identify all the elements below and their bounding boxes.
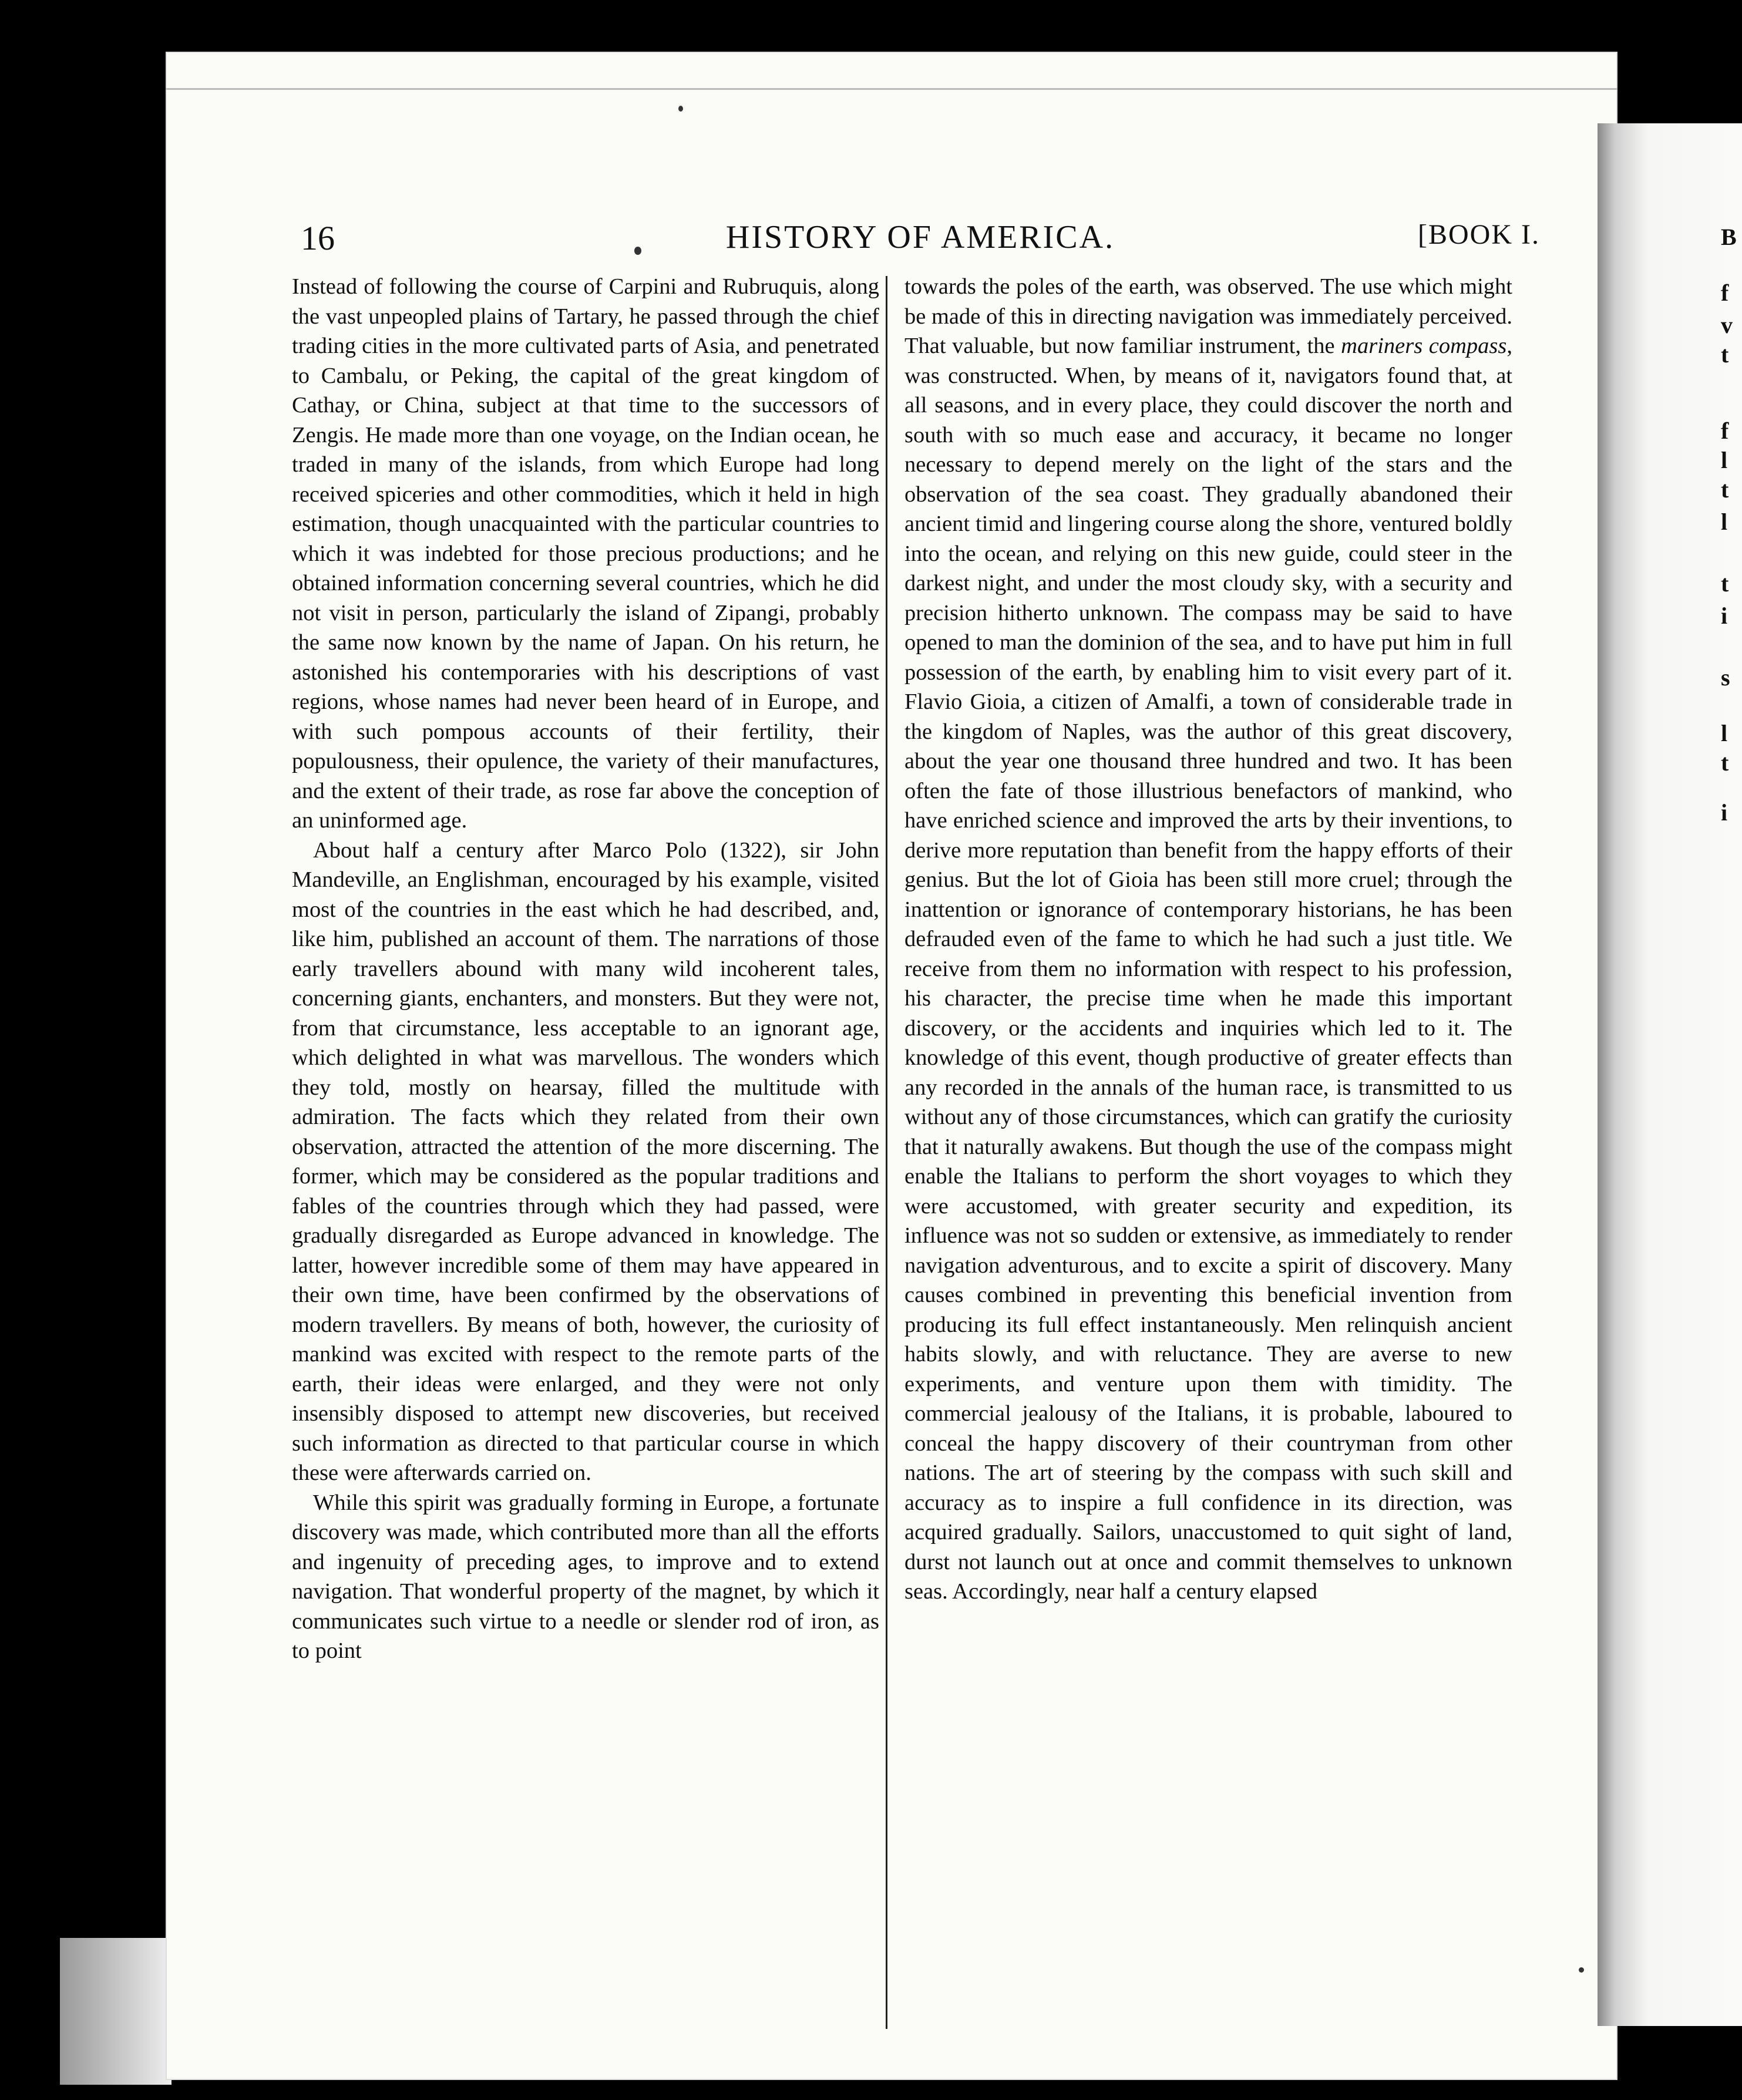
adjacent-fragment: f [1721,418,1729,444]
adjacent-fragment: l [1721,447,1728,473]
paragraph: While this spirit was gradually forming in Europe, a fortunate discovery was made, which contributed more than all the efforts and ingenuity of preceding ages, to improve and to extend navigation. That wonderful property of the magnet, by which it communicates such virtue to a needle or slender rod of iron, as to point [292,1490,879,1663]
print-speck [678,106,683,112]
adjacent-fragment: l [1721,720,1728,746]
print-speck [634,247,641,255]
adjacent-fragment: t [1721,570,1729,597]
adjacent-page [1598,123,1742,2026]
italic-term: mariners compass [1341,334,1507,358]
adjacent-fragment: l [1721,509,1728,535]
print-speck [1579,1967,1584,1973]
adjacent-fragment: i [1721,799,1728,826]
running-title: HISTORY OF AMERICA. [725,219,1115,255]
paragraph: About half a century after Marco Polo (1322), sir John Mandeville, an Englishman, encouraged by his example, visited most of the countries in the east which he had described, and, like him, published an account of them. The narrations of those early travellers abound with many wild incoherent tales, concerning giants, enchanters, and monsters. But they were not, from that circumstance, less acceptable to an ignorant age, which delighted in what was marvellous. The wonders which they told, mostly on hearsay, filled the multitude with admiration. The facts which they related from their own observation, attracted the attention of the more discerning. The former, which may be considered as the popular traditions and fables of the countries through which they had passed, were gradually disregarded as Europe advanced in knowledge. The latter, however incredible some of them may have appeared in their own time, have been confirmed by the observations of modern travellers. By means of both, however, the curiosity of mankind was excited with respect to the remote parts of the earth, their ideas were enlarged, and they were not only insensibly disposed to attempt new discoveries, but received such information as directed to that particular course in which these were afterwards carried on. [292,837,879,1485]
adjacent-fragment: f [1721,280,1729,306]
adjacent-fragment: s [1721,664,1730,691]
adjacent-fragment: t [1721,749,1729,776]
adjacent-fragment: v [1721,312,1733,338]
paragraph [904,272,1512,1607]
page-top-rule [166,88,1617,90]
paragraph-text: , was constructed. When, by means of it, navigators found that, at all seasons, and in every place, they could discover the north and south with so much ease and accuracy, it became no longer necessary to depend merely on the light of the stars and the observation of the sea coast. They gradually abandoned their ancient timid and lingering course along the shore, ventured boldly into the ocean, and relying on this new guide, could steer in the darkest night, and under the most cloudy sky, with a security and precision hitherto unknown. The compass may be said to have opened to man the dominion of the sea, and to have put him in full possession of the earth, by enabling him to visit every part of it. Flavio Gioia, a citizen of Amalfi, a town of considerable trade in the kingdom of Naples, was the author of this great discovery, about the year one thousand three hundred and two. It has been often the fate of those illustrious benefactors of mankind, who have enriched science and improved the arts by their inventions, to derive more reputation than benefit from the happy efforts of their genius. But the lot of Gioia has been still more cruel; through the inattention or ignorance of contemporary historians, he has been defrauded even of the fame to which he had such a just title. We receive from them no information with respect to his profession, his character, the precise time when he made this important discovery, or the accidents and inquiries which led to it. The knowledge of this event, though productive of greater effects than any recorded in the annals of the human race, is transmitted to us without any of those circumstances, which can gratify the curiosity that it naturally awakens. But though the use of the compass might enable the Italians to perform the short voyages to which they were accustomed, with greater security and expedition, its influence was not so sudden or extensive, as immediately to render navigation adventurous, and to excite a spirit of discovery. Many causes combined in preventing this beneficial invention from producing its full effect instantaneously. Men relinquish ancient habits slowly, and with reluctance. They are averse to new experiments, and venture upon them with timidity. The commercial jealousy of the Italians, it is probable, laboured to conceal the happy discovery of their countryman from other nations. The art of steering by the compass with such skill and accuracy as to inspire a full confidence in its direction, was acquired gradually. Sailors, unaccustomed to quit sight of land, durst not launch out at once and commit themselves to unknown seas. Accordingly, near half a century elapsed [904,334,1512,1604]
adjacent-fragment: t [1721,341,1729,368]
left-text-column [292,272,879,1666]
book-reference: [BOOK I. [1418,219,1540,250]
adjacent-fragment: i [1721,603,1728,629]
page-edge-left [60,1938,171,2085]
adjacent-fragment: B [1721,224,1737,250]
paragraph-text: towards the poles of the earth, was observed. The use which might be made of this in directing navigation was immediately perceived. That valuable, but now familiar instrument, the [904,274,1512,358]
right-text-column [904,272,1512,1607]
page-number: 16 [301,219,335,257]
adjacent-fragment: t [1721,476,1729,503]
paragraph: Instead of following the course of Carpini and Rubruquis, along the vast unpeopled plains of Tartary, he passed through the chief trading cities in the more cultivated parts of Asia, and penetrated to Cambalu, or Peking, the capital of the great kingdom of Cathay, or China, subject at that time to the successors of Zengis. He made more than one voyage, on the Indian ocean, he traded in many of the islands, from which Europe had long received spiceries and other commodities, which it held in high estimation, though unacquainted with the particular countries to which it was indebted for those precious productions; and he obtained information concerning several countries, which he did not visit in person, particularly the island of Zipangi, probably the same now known by the name of Japan. On his return, he astonished his contemporaries with his descriptions of vast regions, whose names had never been heard of in Europe, and with such pompous accounts of their fertility, their populousness, their opulence, the variety of their manufactures, and the extent of their trade, as rose far above the conception of an uninformed age. [292,274,879,833]
column-divider [886,276,887,2029]
running-header [301,218,1540,260]
